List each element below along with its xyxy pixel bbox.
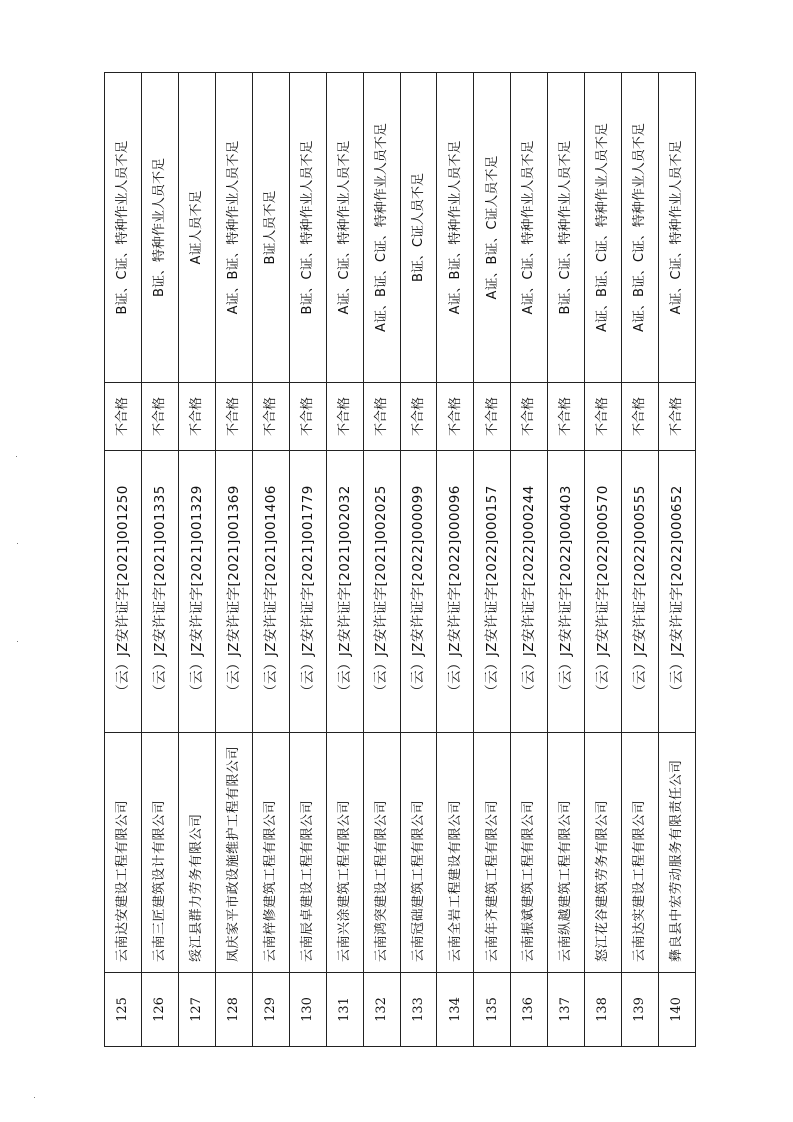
row-number-cell: 133 (400, 973, 437, 1047)
failure-reason-cell: A证、B证、C证、特种作业人员不足 (622, 73, 659, 383)
company-name-cell: 彝良县中宏劳动服务有限责任公司 (659, 733, 696, 973)
company-name-cell: 怒江花谷建筑劳务有限公司 (585, 733, 622, 973)
license-number-cell: （云）JZ安许证字[2021]002032 (326, 451, 363, 733)
table-row (252, 73, 289, 1047)
inspection-result-cell: 不合格 (585, 383, 622, 451)
inspection-results-table (104, 72, 696, 1047)
row-number-cell: 131 (326, 973, 363, 1047)
table-body (105, 73, 696, 1047)
table-row (363, 73, 400, 1047)
inspection-result-cell: 不合格 (474, 383, 511, 451)
row-number-cell: 132 (363, 973, 400, 1047)
table-row (585, 73, 622, 1047)
failure-reason-cell: A证人员不足 (178, 73, 215, 383)
company-name-cell: 云南全岩工程建设有限公司 (437, 733, 474, 973)
inspection-result-cell: 不合格 (622, 383, 659, 451)
license-number-cell: （云）JZ安许证字[2022]000244 (511, 451, 548, 733)
failure-reason-cell: A证、B证、特种作业人员不足 (215, 73, 252, 383)
failure-reason-cell: B证人员不足 (252, 73, 289, 383)
failure-reason-cell: A证、B证、C证、特种作业人员不足 (585, 73, 622, 383)
license-number-cell: （云）JZ安许证字[2021]001369 (215, 451, 252, 733)
company-name-cell: 云南达实建设工程有限公司 (622, 733, 659, 973)
row-number-cell: 125 (105, 973, 142, 1047)
failure-reason-cell: B证、C证、特种作业人员不足 (548, 73, 585, 383)
company-name-cell: 绥江县群力劳务有限公司 (178, 733, 215, 973)
table-row (474, 73, 511, 1047)
table-row (289, 73, 326, 1047)
license-number-cell: （云）JZ安许证字[2022]000652 (659, 451, 696, 733)
inspection-result-cell: 不合格 (548, 383, 585, 451)
table-row (215, 73, 252, 1047)
company-name-cell: 云南三匠建筑设计有限公司 (141, 733, 178, 973)
license-number-cell: （云）JZ安许证字[2021]001335 (141, 451, 178, 733)
failure-reason-cell: A证、C证、特种作业人员不足 (511, 73, 548, 383)
company-name-cell: 云南振斌建筑工程有限公司 (511, 733, 548, 973)
company-name-cell: 云南年齐建筑工程有限公司 (474, 733, 511, 973)
inspection-result-cell: 不合格 (289, 383, 326, 451)
scan-speck (17, 641, 18, 642)
rotated-table-container (104, 73, 696, 1047)
failure-reason-cell: A证、C证、特种作业人员不足 (659, 73, 696, 383)
license-number-cell: （云）JZ安许证字[2021]001250 (105, 451, 142, 733)
row-number-cell: 140 (659, 973, 696, 1047)
row-number-cell: 126 (141, 973, 178, 1047)
license-number-cell: （云）JZ安许证字[2021]001406 (252, 451, 289, 733)
table-row (659, 73, 696, 1047)
license-number-cell: （云）JZ安许证字[2021]001329 (178, 451, 215, 733)
table-row (326, 73, 363, 1047)
license-number-cell: （云）JZ安许证字[2022]000403 (548, 451, 585, 733)
row-number-cell: 137 (548, 973, 585, 1047)
license-number-cell: （云）JZ安许证字[2022]000096 (437, 451, 474, 733)
table-row (622, 73, 659, 1047)
license-number-cell: （云）JZ安许证字[2022]000157 (474, 451, 511, 733)
license-number-cell: （云）JZ安许证字[2021]002025 (363, 451, 400, 733)
scan-speck (16, 456, 17, 457)
inspection-result-cell: 不合格 (511, 383, 548, 451)
row-number-cell: 129 (252, 973, 289, 1047)
company-name-cell: 云南纵越建筑工程有限公司 (548, 733, 585, 973)
failure-reason-cell: B证、C证、特种作业人员不足 (105, 73, 142, 383)
company-name-cell: 云南梓修建筑工程有限公司 (252, 733, 289, 973)
table-row (178, 73, 215, 1047)
scan-speck (34, 1097, 35, 1098)
table-row (105, 73, 142, 1047)
row-number-cell: 127 (178, 973, 215, 1047)
row-number-cell: 139 (622, 973, 659, 1047)
table-row (141, 73, 178, 1047)
license-number-cell: （云）JZ安许证字[2022]000570 (585, 451, 622, 733)
inspection-result-cell: 不合格 (252, 383, 289, 451)
failure-reason-cell: A证、C证、特种作业人员不足 (326, 73, 363, 383)
row-number-cell: 128 (215, 973, 252, 1047)
scan-speck (17, 543, 18, 544)
inspection-result-cell: 不合格 (326, 383, 363, 451)
table-row (548, 73, 585, 1047)
inspection-result-cell: 不合格 (659, 383, 696, 451)
row-number-cell: 135 (474, 973, 511, 1047)
company-name-cell: 凤庆家平市政设施维护工程有限公司 (215, 733, 252, 973)
failure-reason-cell: B证、C证人员不足 (400, 73, 437, 383)
company-name-cell: 云南辰卓建设工程有限公司 (289, 733, 326, 973)
table-row (511, 73, 548, 1047)
license-number-cell: （云）JZ安许证字[2022]000099 (400, 451, 437, 733)
company-name-cell: 云南兴涂建筑工程有限公司 (326, 733, 363, 973)
failure-reason-cell: B证、特种作业人员不足 (141, 73, 178, 383)
row-number-cell: 130 (289, 973, 326, 1047)
inspection-result-cell: 不合格 (363, 383, 400, 451)
table-row (400, 73, 437, 1047)
failure-reason-cell: A证、B证、C证、特种作业人员不足 (363, 73, 400, 383)
inspection-result-cell: 不合格 (400, 383, 437, 451)
company-name-cell: 云南鸿突建设工程有限公司 (363, 733, 400, 973)
inspection-result-cell: 不合格 (141, 383, 178, 451)
license-number-cell: （云）JZ安许证字[2021]001779 (289, 451, 326, 733)
row-number-cell: 138 (585, 973, 622, 1047)
row-number-cell: 136 (511, 973, 548, 1047)
failure-reason-cell: A证、B证、特种作业人员不足 (437, 73, 474, 383)
failure-reason-cell: B证、C证、特种作业人员不足 (289, 73, 326, 383)
company-name-cell: 云南达安建设工程有限公司 (105, 733, 142, 973)
table-row (437, 73, 474, 1047)
failure-reason-cell: A证、B证、C证人员不足 (474, 73, 511, 383)
inspection-result-cell: 不合格 (105, 383, 142, 451)
inspection-result-cell: 不合格 (178, 383, 215, 451)
company-name-cell: 云南冠础建筑工程有限公司 (400, 733, 437, 973)
row-number-cell: 134 (437, 973, 474, 1047)
inspection-result-cell: 不合格 (437, 383, 474, 451)
license-number-cell: （云）JZ安许证字[2022]000555 (622, 451, 659, 733)
inspection-result-cell: 不合格 (215, 383, 252, 451)
